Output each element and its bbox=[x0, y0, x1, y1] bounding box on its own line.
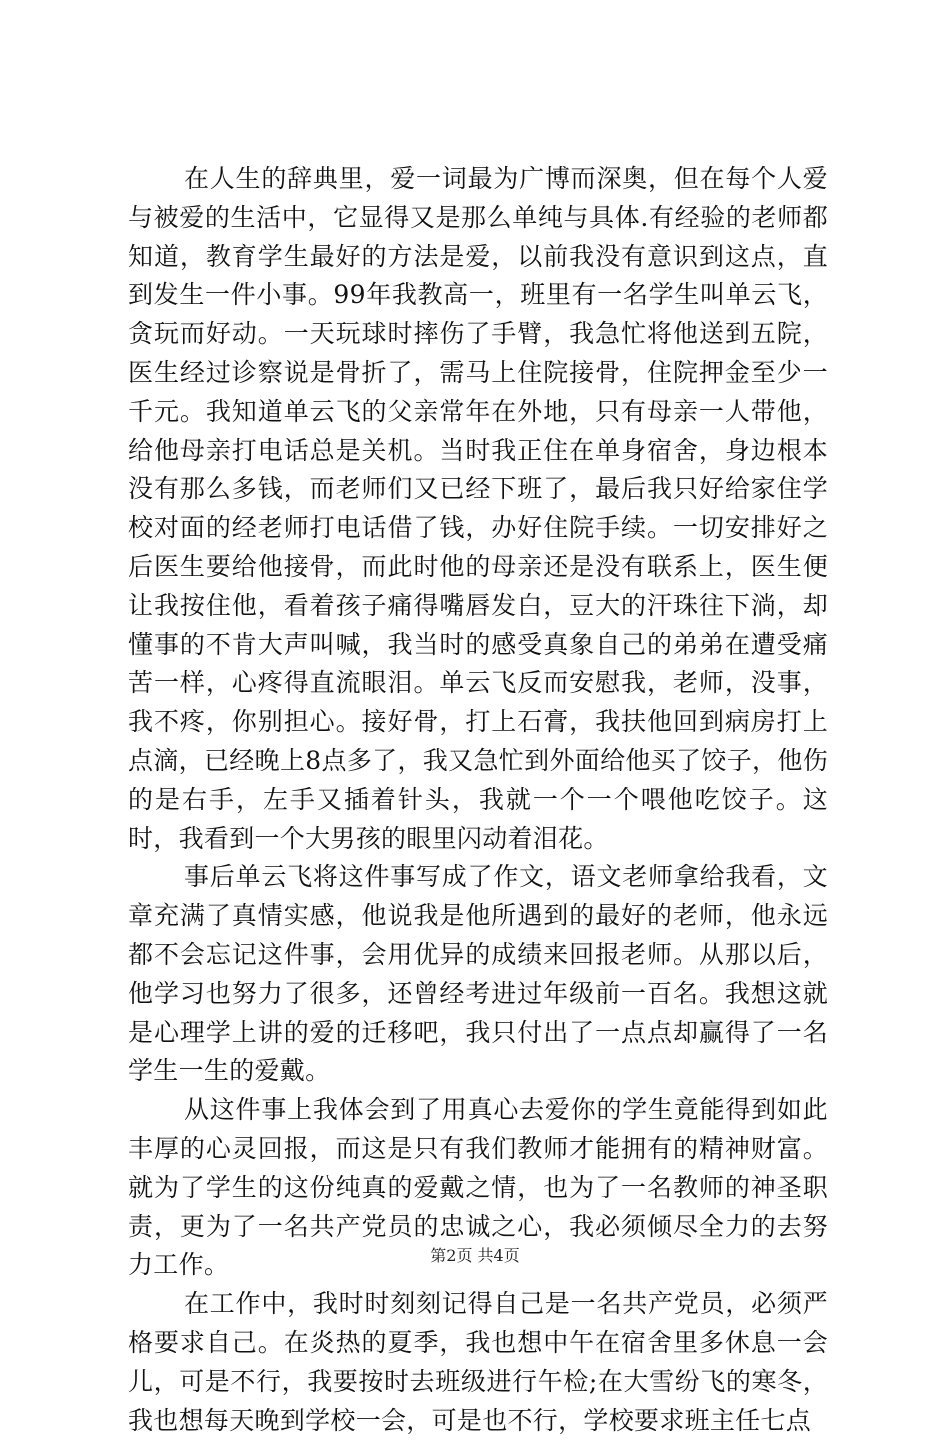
page-footer: 第2页 共4页 bbox=[430, 1246, 520, 1265]
paragraph-3: 从这件事上我体会到了用真心去爱你的学生竟能得到如此丰厚的心灵回报，而这是只有我们教师才能拥有的精神财富。就为了学生的这份纯真的爱戴之情，也为了一名教师的神圣职责，更为了一名共产党员的忠诚之心，我必须倾尽全力的去努力工作。 bbox=[128, 1095, 828, 1280]
paragraph-1: 在人生的辞典里，爱一词最为广博而深奥，但在每个人爱与被爱的生活中，它显得又是那么单纯与具体.有经验的老师都知道，教育学生最好的方法是爱，以前我没有意识到这点，直到发生一件小事。99年我教高一，班里有一名学生叫单云飞，贪玩而好动。一天玩球时摔伤了手臂，我急忙将他送到五院，医生经过诊察说是骨折了，需马上住院接骨，住院押金至少一千元。我知道单云飞的父亲常年在外地，只有母亲一人带他，给他母亲打电话总是关机。当时我正住在单身宿舍，身边根本没有那么多钱，而老师们又已经下班了，最后我只好给家住学校对面的经老师打电话借了钱，办好住院手续。一切安排好之后医生要给他接骨，而此时他的母亲还是没有联系上，医生便让我按住他，看着孩子痛得嘴唇发白，豆大的汗珠往下淌，却懂事的不肯大声叫喊，我当时的感受真象自己的弟弟在遭受痛苦一样，心疼得直流眼泪。单云飞反而安慰我，老师，没事，我不疼，你别担心。接好骨，打上石膏，我扶他回到病房打上点滴，已经晚上8点多了，我又急忙到外面给他买了饺子，他伤的是右手，左手又插着针头，我就一个一个喂他吃饺子。这时，我看到一个大男孩的眼里闪动着泪花。 bbox=[128, 164, 828, 853]
paragraph-2: 事后单云飞将这件事写成了作文，语文老师拿给我看，文章充满了真情实感，他说我是他所遇到的最好的老师，他永远都不会忘记这件事，会用优异的成绩来回报老师。从那以后，他学习也努力了很多，还曾经考进过年级前一百名。我想这就是心理学上讲的爱的迁移吧，我只付出了一点点却赢得了一名学生一生的爱戴。 bbox=[128, 862, 828, 1086]
paragraph-4: 在工作中，我时时刻刻记得自己是一名共产党员，必须严格要求自己。在炎热的夏季，我也想中午在宿舍里多休息一会儿，可是不行，我要按时去班级进行午检;在大雪纷飞的寒冬，我也想每天晚到学校一会，可是也不行，学校要求班主任七点 bbox=[128, 1289, 828, 1435]
